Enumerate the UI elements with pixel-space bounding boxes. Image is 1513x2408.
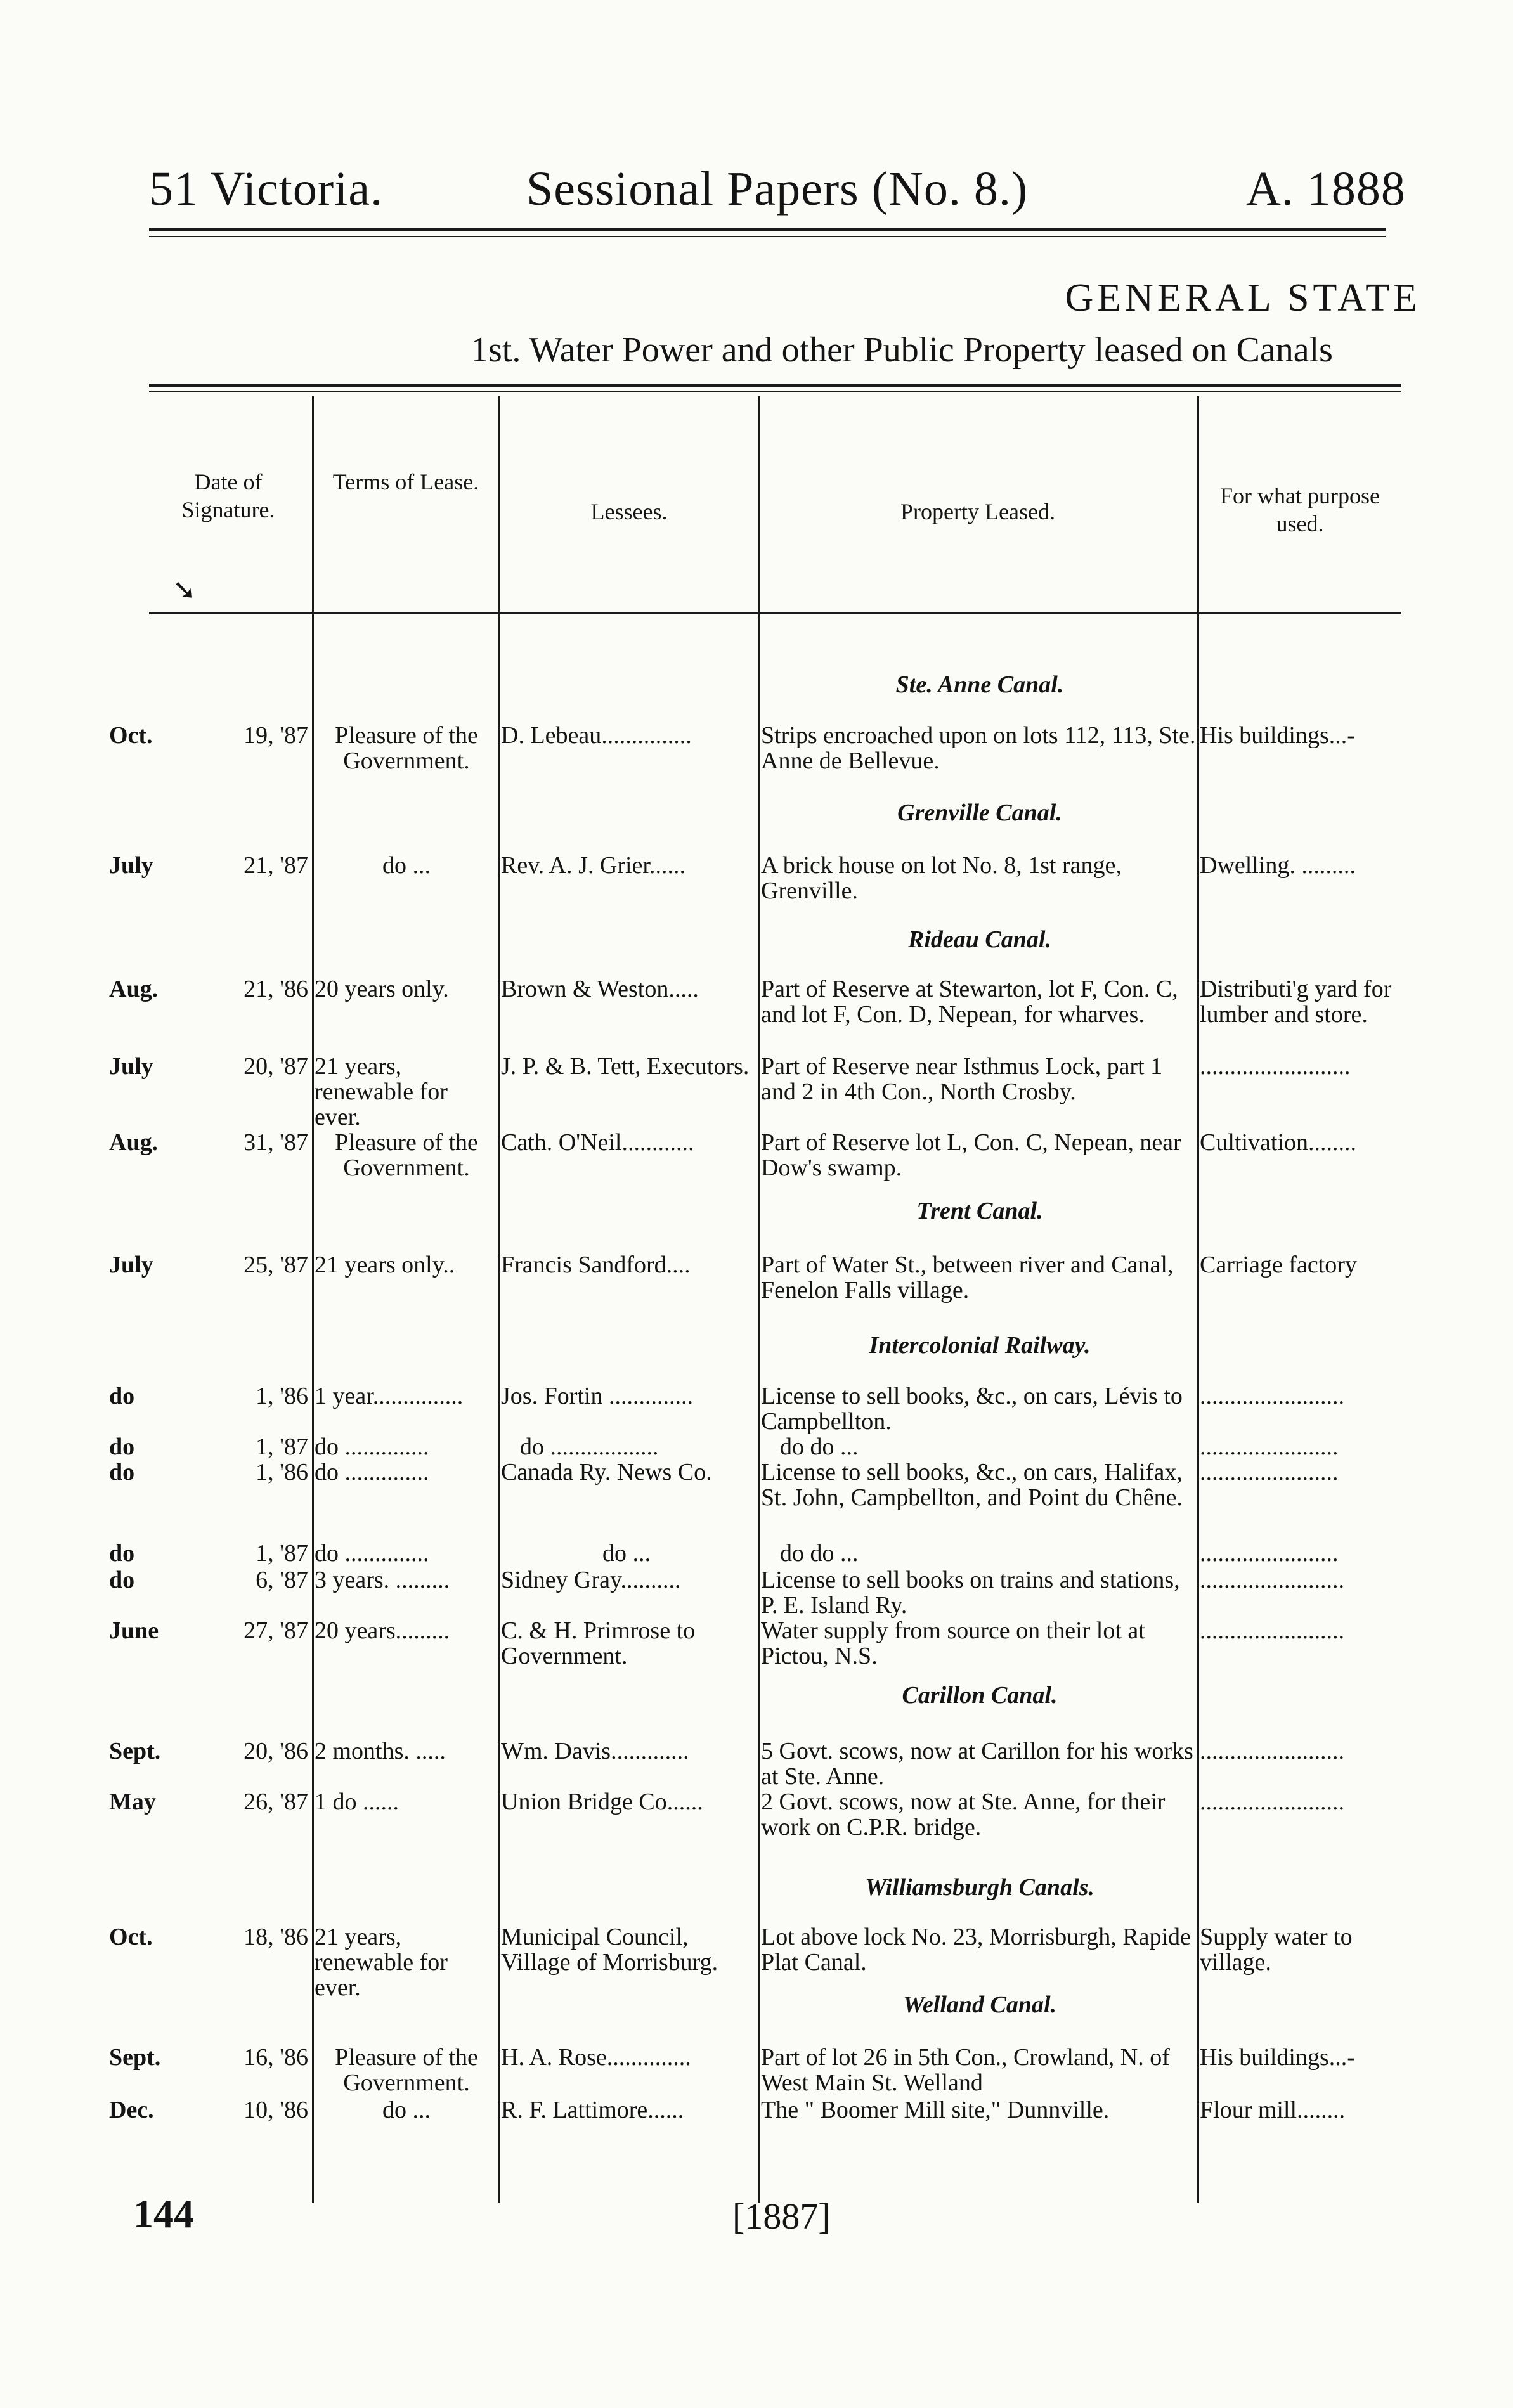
table-row-purpose: ........................ — [1200, 1383, 1344, 1409]
header-left: 51 Victoria. — [149, 162, 384, 216]
table-row-property: Part of Reserve at Stewarton, lot F, Con. C, and lot F, Con. D, Nepean, for wharves. — [761, 976, 1178, 1028]
table-row-purpose: ....................... — [1200, 1459, 1339, 1486]
table-row-purpose: Distributi'g yard for lumber and store. — [1200, 976, 1392, 1028]
column-divider — [758, 396, 760, 2203]
table-row-date-day: 25, '87 — [244, 1252, 308, 1278]
table-row-date-month: Sept. — [109, 2044, 161, 2071]
table-row-date-month: June — [109, 1617, 159, 1644]
table-row-lessee: Municipal Council, Village of Morrisburg. — [501, 1924, 718, 1976]
table-row-date-day: 20, '86 — [244, 1738, 308, 1764]
section-title: Carillon Canal. — [902, 1682, 1058, 1709]
table-row-date-month: Sept. — [109, 1738, 161, 1764]
table-row-date-month: July — [109, 1053, 153, 1080]
table-row-lessee: Canada Ry. News Co. — [501, 1459, 712, 1486]
table-row-property: License to sell books, &c., on cars, Lévis to Campbellton. — [761, 1383, 1183, 1435]
table-row-property: Part of lot 26 in 5th Con., Crowland, N. of West Main St. Welland — [761, 2044, 1170, 2096]
table-row-date-day: 6, '87 — [256, 1567, 308, 1593]
table-row-purpose: ........................ — [1200, 1738, 1344, 1764]
table-row-purpose: His buildings...- — [1200, 722, 1355, 749]
table-row-lessee: R. F. Lattimore...... — [501, 2097, 684, 2123]
table-row-lessee: D. Lebeau............... — [501, 722, 692, 749]
table-row-property: License to sell books on trains and stations, P. E. Island Ry. — [761, 1567, 1180, 1619]
table-row-date-day: 26, '87 — [244, 1789, 308, 1815]
table-row-lessee: Sidney Gray.......... — [501, 1567, 681, 1593]
table-row-date-day: 1, '87 — [256, 1540, 308, 1567]
statement-title: GENERAL STATE — [1065, 276, 1421, 320]
table-row-purpose: Cultivation........ — [1200, 1129, 1356, 1156]
table-row-property: 5 Govt. scows, now at Carillon for his works at Ste. Anne. — [761, 1738, 1193, 1790]
table-row-date-month: do — [109, 1383, 135, 1409]
header-rule-thin — [149, 236, 1386, 237]
table-row-property: License to sell books, &c., on cars, Halifax, St. John, Campbellton, and Point du Chêne. — [761, 1459, 1183, 1511]
statement-subtitle: 1st. Water Power and other Public Property leased on Canals — [471, 330, 1333, 370]
section-title: Ste. Anne Canal. — [895, 671, 1064, 698]
table-row-property: Part of Reserve near Isthmus Lock, part 1 and 2 in 4th Con., North Crosby. — [761, 1053, 1163, 1105]
table-row-property: 2 Govt. scows, now at Ste. Anne, for their work on C.P.R. bridge. — [761, 1789, 1166, 1841]
table-row-date-day: 31, '87 — [244, 1129, 308, 1156]
footer-sessional-number: [1887] — [732, 2196, 831, 2237]
section-title: Grenville Canal. — [897, 799, 1062, 826]
table-row-terms: Pleasure of the Government. — [335, 722, 478, 774]
table-row-terms: 1 year............... — [315, 1383, 464, 1409]
section-title: Trent Canal. — [916, 1198, 1043, 1224]
table-row-terms: 21 years, renewable for ever. — [315, 1053, 448, 1130]
table-row-purpose: His buildings...- — [1200, 2044, 1355, 2071]
section-title: Williamsburgh Canals. — [865, 1874, 1094, 1901]
table-row-lessee: Cath. O'Neil............ — [501, 1129, 694, 1156]
table-row-date-month: Dec. — [109, 2097, 154, 2123]
table-row-purpose: ....................... — [1200, 1540, 1339, 1567]
table-row-purpose: ....................... — [1200, 1434, 1339, 1460]
table-row-purpose: ........................ — [1200, 1617, 1344, 1644]
table-row-date-month: Oct. — [109, 722, 153, 749]
table-row-terms: Pleasure of the Government. — [335, 2044, 478, 2096]
table-row-lessee: H. A. Rose.............. — [501, 2044, 691, 2071]
table-row-terms: 1 do ...... — [315, 1789, 399, 1815]
table-row-purpose: Dwelling. ......... — [1200, 852, 1356, 879]
table-row-date-month: July — [109, 1252, 153, 1278]
table-row-date-day: 19, '87 — [244, 722, 308, 749]
table-row-date-month: July — [109, 852, 153, 879]
section-title: Intercolonial Railway. — [869, 1332, 1091, 1359]
table-row-terms: 20 years......... — [315, 1617, 450, 1644]
header-right: A. 1888 — [1246, 162, 1406, 216]
table-row-date-day: 21, '87 — [244, 852, 308, 879]
table-row-date-month: Aug. — [109, 976, 159, 1002]
column-header-date: Date of Signature. — [181, 469, 275, 522]
table-row-terms: 21 years only.. — [315, 1252, 455, 1278]
column-divider — [498, 396, 500, 2203]
table-row-property: Water supply from source on their lot at Pictou, N.S. — [761, 1617, 1145, 1669]
table-row-date-month: do — [109, 1459, 135, 1486]
table-row-property: The " Boomer Mill site," Dunnville. — [761, 2097, 1110, 2123]
table-row-date-month: Oct. — [109, 1924, 153, 1950]
table-row-date-day: 27, '87 — [244, 1617, 308, 1644]
table-row-property: Lot above lock No. 23, Morrisburgh, Rapide Plat Canal. — [761, 1924, 1191, 1976]
table-row-property: Part of Water St., between river and Canal, Fenelon Falls village. — [761, 1252, 1174, 1304]
table-row-date-day: 1, '86 — [256, 1383, 308, 1409]
table-row-date-month: do — [109, 1434, 135, 1460]
table-row-purpose: Flour mill........ — [1200, 2097, 1346, 2123]
table-row-date-month: May — [109, 1789, 156, 1815]
table-row-purpose: ........................ — [1200, 1567, 1344, 1593]
table-row-purpose: ........................ — [1200, 1789, 1344, 1815]
table-row-lessee: Rev. A. J. Grier...... — [501, 852, 685, 879]
column-header-lessees: Lessees. — [590, 499, 668, 524]
column-header-purpose: For what purpose used. — [1220, 483, 1380, 536]
table-row-lessee: C. & H. Primrose to Government. — [501, 1617, 696, 1669]
table-row-property: A brick house on lot No. 8, 1st range, Grenville. — [761, 852, 1122, 904]
header-rule — [149, 228, 1386, 231]
table-row-terms: 2 months. ..... — [315, 1738, 446, 1764]
table-row-date-month: Aug. — [109, 1129, 159, 1156]
table-row-terms: do .............. — [315, 1540, 429, 1567]
table-row-date-month: do — [109, 1567, 135, 1593]
table-row-lessee: do .................. — [520, 1434, 659, 1460]
column-header-terms: Terms of Lease. — [332, 469, 479, 495]
table-row-date-day: 21, '86 — [244, 976, 308, 1002]
table-row-lessee: J. P. & B. Tett, Executors. — [501, 1053, 750, 1080]
table-row-date-month: do — [109, 1540, 135, 1567]
table-row-property: do do ... — [780, 1540, 859, 1567]
table-row-date-day: 1, '86 — [256, 1459, 308, 1486]
table-row-lessee: do ... — [602, 1540, 651, 1567]
table-row-terms: do .............. — [315, 1459, 429, 1486]
table-row-terms: 3 years. ......... — [315, 1567, 450, 1593]
table-row-date-day: 10, '86 — [244, 2097, 308, 2123]
table-row-date-day: 20, '87 — [244, 1053, 308, 1080]
column-header-rule — [149, 612, 1401, 614]
page-number: 144 — [133, 2191, 194, 2236]
table-row-purpose: ......................... — [1200, 1053, 1351, 1080]
table-row-terms: Pleasure of the Government. — [335, 1129, 478, 1181]
column-divider — [312, 396, 314, 2203]
header-center: Sessional Papers (No. 8.) — [526, 162, 1029, 216]
table-row-date-day: 16, '86 — [244, 2044, 308, 2071]
section-title: Welland Canal. — [902, 1991, 1057, 2018]
table-row-terms: do ... — [382, 852, 431, 879]
table-row-property: Strips encroached upon on lots 112, 113, Ste. Anne de Bellevue. — [761, 722, 1196, 774]
table-row-lessee: Jos. Fortin .............. — [501, 1383, 693, 1409]
table-row-lessee: Wm. Davis............. — [501, 1738, 689, 1764]
table-row-terms: 20 years only. — [315, 976, 449, 1002]
table-row-purpose: Carriage factory — [1200, 1252, 1357, 1278]
table-row-purpose: Supply water to village. — [1200, 1924, 1353, 1976]
table-row-lessee: Union Bridge Co...... — [501, 1789, 703, 1815]
table-row-date-day: 1, '87 — [256, 1434, 308, 1460]
table-row-lessee: Francis Sandford.... — [501, 1252, 691, 1278]
table-row-date-day: 18, '86 — [244, 1924, 308, 1950]
section-title: Rideau Canal. — [908, 926, 1051, 953]
arrow-glyph: ➘ — [172, 574, 196, 605]
table-row-terms: do .............. — [315, 1434, 429, 1460]
column-header-property: Property Leased. — [900, 499, 1055, 524]
table-row-property: do do ... — [780, 1434, 859, 1460]
table-row-property: Part of Reserve lot L, Con. C, Nepean, near Dow's swamp. — [761, 1129, 1181, 1181]
table-row-lessee: Brown & Weston..... — [501, 976, 699, 1002]
table-top-rule — [149, 384, 1401, 387]
table-row-terms: 21 years, renewable for ever. — [315, 1924, 448, 2001]
table-row-terms: do ... — [382, 2097, 431, 2123]
table-top-rule-thin — [149, 391, 1401, 392]
